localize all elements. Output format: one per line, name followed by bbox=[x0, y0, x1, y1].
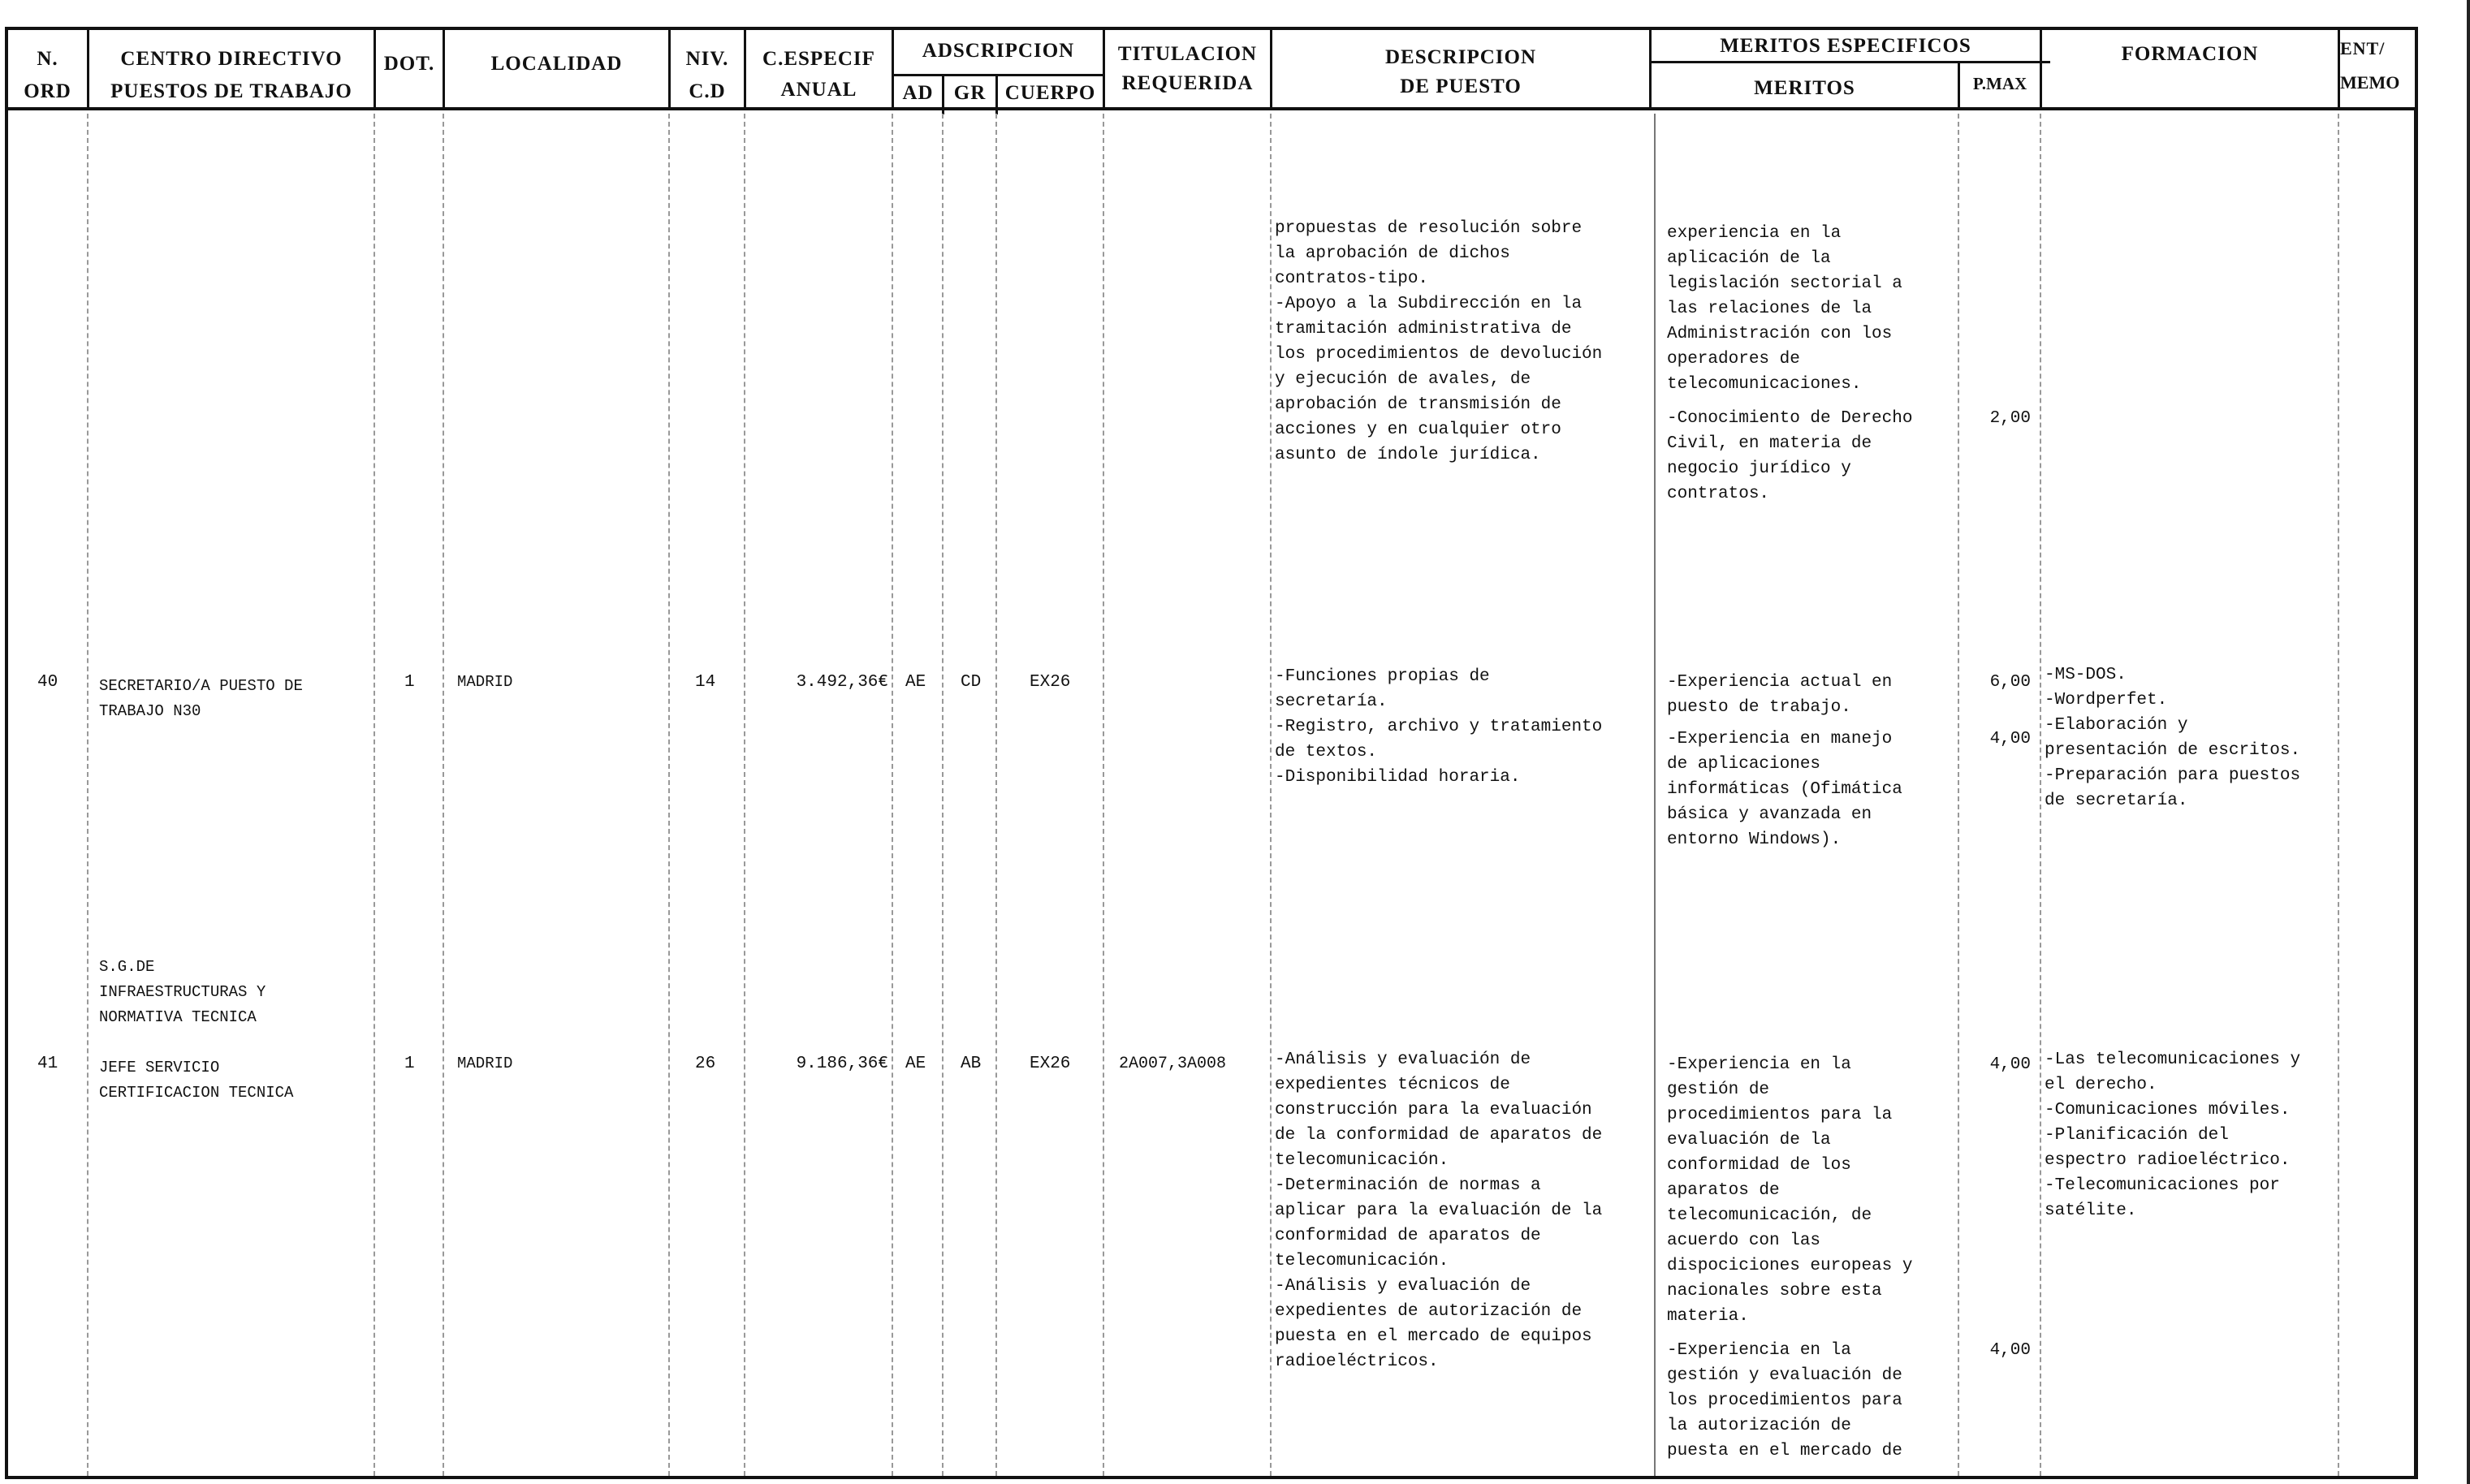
header-meritos-especificos: MERITOS ESPECIFICOS bbox=[1720, 35, 1971, 57]
row-merito: -Experiencia actual en puesto de trabajo. bbox=[1667, 673, 1893, 717]
header-gr: GR bbox=[953, 82, 987, 104]
header-localidad: LOCALIDAD bbox=[490, 53, 623, 75]
row-dot: 1 bbox=[404, 673, 415, 692]
row-merito: -Experiencia en la gestión de procedimientos para la evaluación de la conformidad de los aparatos de telecomunicación, de acuerdo con las dispociciones europeas y nacionales sobre esta materia. bbox=[1667, 1055, 1913, 1326]
row-n-ord: 41 bbox=[37, 1055, 58, 1073]
column-divider bbox=[744, 114, 745, 1476]
row-centro-directivo: S.G.DE INFRAESTRUCTURAS Y NORMATIVA TECNICA bbox=[99, 958, 266, 1026]
row-localidad: MADRID bbox=[457, 673, 513, 691]
row-c-especif: 3.492,36€ bbox=[796, 673, 888, 692]
row-nivel: 26 bbox=[695, 1055, 716, 1073]
header-dot: DOT. bbox=[383, 53, 435, 75]
header-cd: C.D bbox=[689, 80, 726, 102]
header-descripcion: DESCRIPCION bbox=[1384, 46, 1537, 68]
header-n: N. bbox=[37, 48, 58, 70]
column-divider bbox=[995, 114, 997, 1476]
column-divider bbox=[1103, 114, 1104, 1476]
row-formacion: -MS-DOS. -Wordperfet. -Elaboración y presentación de escritos. -Preparación para puestos de secretaría. bbox=[2045, 666, 2301, 810]
row-pmax: 4,00 bbox=[1989, 1055, 2031, 1074]
header-cuerpo: CUERPO bbox=[1004, 82, 1096, 104]
header-meritos: MERITOS bbox=[1754, 77, 1855, 99]
row-titulacion: 2A007,3A008 bbox=[1119, 1055, 1227, 1073]
header-puestos-de-trabajo: PUESTOS DE TRABAJO bbox=[110, 80, 352, 102]
row-pmax: 4,00 bbox=[1989, 730, 2031, 748]
row-descripcion: -Funciones propias de secretaría. -Registro, archivo y tratamiento de textos. -Disponibilidad horaria. bbox=[1275, 667, 1603, 787]
row-ad: AE bbox=[905, 1055, 926, 1073]
column-divider bbox=[1958, 114, 1959, 1476]
column-divider bbox=[443, 114, 444, 1476]
header-requerida: REQUERIDA bbox=[1121, 72, 1254, 94]
row-gr: AB bbox=[961, 1055, 982, 1073]
header-formacion: FORMACION bbox=[2121, 43, 2259, 65]
column-divider bbox=[1270, 114, 1272, 1476]
column-divider bbox=[2040, 114, 2041, 1476]
header-c-especif: C.ESPECIF bbox=[762, 48, 875, 70]
row-formacion: -Las telecomunicaciones y el derecho. -Comunicaciones móviles. -Planificación del espectro radioeléctrico. -Telecomunicaciones por satélite. bbox=[2045, 1050, 2301, 1220]
header-titulacion: TITULACION bbox=[1117, 43, 1258, 65]
column-divider bbox=[374, 114, 375, 1476]
row-pmax: 4,00 bbox=[1989, 1341, 2031, 1360]
continued-meritos: -Conocimiento de Derecho Civil, en materia de negocio jurídico y contratos. bbox=[1667, 409, 1913, 503]
row-puesto: JEFE SERVICIO CERTIFICACION TECNICA bbox=[99, 1059, 294, 1102]
row-localidad: MADRID bbox=[457, 1055, 513, 1072]
header-ord: ORD bbox=[24, 80, 71, 102]
header-ad: AD bbox=[902, 82, 934, 104]
header-p-max: P.MAX bbox=[1972, 74, 2027, 93]
table-header bbox=[5, 27, 2418, 110]
header-anual: ANUAL bbox=[780, 79, 857, 101]
row-descripcion: -Análisis y evaluación de expedientes técnicos de construcción para la evaluación de la conformidad de aparatos de telecomunicación. -Determinación de normas a aplicar para la evaluación de la conformidad de aparatos de telecomunicación. -Análisis y evaluación de expedientes de autorización de puesta en el mercado de equipos radioeléctricos. bbox=[1275, 1050, 1603, 1371]
row-puesto: SECRETARIO/A PUESTO DE TRABAJO N30 bbox=[99, 677, 303, 720]
row-cuerpo: EX26 bbox=[1030, 1055, 1071, 1073]
row-dot: 1 bbox=[404, 1055, 415, 1073]
row-n-ord: 40 bbox=[37, 673, 58, 692]
header-centro-directivo: CENTRO DIRECTIVO bbox=[120, 48, 343, 70]
column-divider bbox=[1654, 114, 1656, 1476]
page-edge bbox=[2467, 0, 2470, 1484]
header-adscripcion: ADSCRIPCION bbox=[922, 40, 1075, 62]
column-divider bbox=[668, 114, 670, 1476]
row-gr: CD bbox=[961, 673, 982, 692]
column-divider bbox=[892, 114, 893, 1476]
row-pmax: 6,00 bbox=[1989, 673, 2031, 692]
row-c-especif: 9.186,36€ bbox=[796, 1055, 888, 1073]
continued-pmax: 2,00 bbox=[1989, 409, 2031, 428]
header-niv: NIV. bbox=[685, 48, 729, 70]
column-divider bbox=[87, 114, 89, 1476]
column-divider bbox=[2338, 114, 2339, 1476]
continued-meritos: experiencia en la aplicación de la legislación sectorial a las relaciones de la Administración con los operadores de telecomunicaciones. bbox=[1667, 224, 1902, 394]
row-ad: AE bbox=[905, 673, 926, 692]
continued-descripcion: propuestas de resolución sobre la aprobación de dichos contratos-tipo. -Apoyo a la Subdirección en la tramitación administrativa de los procedimientos de devolución y ejecución de avales, de aprobación de transmisión de acciones y en cualquier otro asunto de índole jurídica. bbox=[1275, 219, 1603, 464]
row-nivel: 14 bbox=[695, 673, 716, 692]
row-merito: -Experiencia en manejo de aplicaciones informáticas (Ofimática básica y avanzada en entorno Windows). bbox=[1667, 730, 1902, 849]
column-divider bbox=[942, 114, 944, 1476]
header-de-puesto: DE PUESTO bbox=[1400, 75, 1522, 97]
header-memo: MEMO bbox=[2340, 72, 2400, 93]
header-ent: ENT/ bbox=[2340, 38, 2386, 58]
row-merito: -Experiencia en la gestión y evaluación de los procedimientos para la autorización de puesta en el mercado de bbox=[1667, 1341, 1902, 1460]
row-cuerpo: EX26 bbox=[1030, 673, 1071, 692]
